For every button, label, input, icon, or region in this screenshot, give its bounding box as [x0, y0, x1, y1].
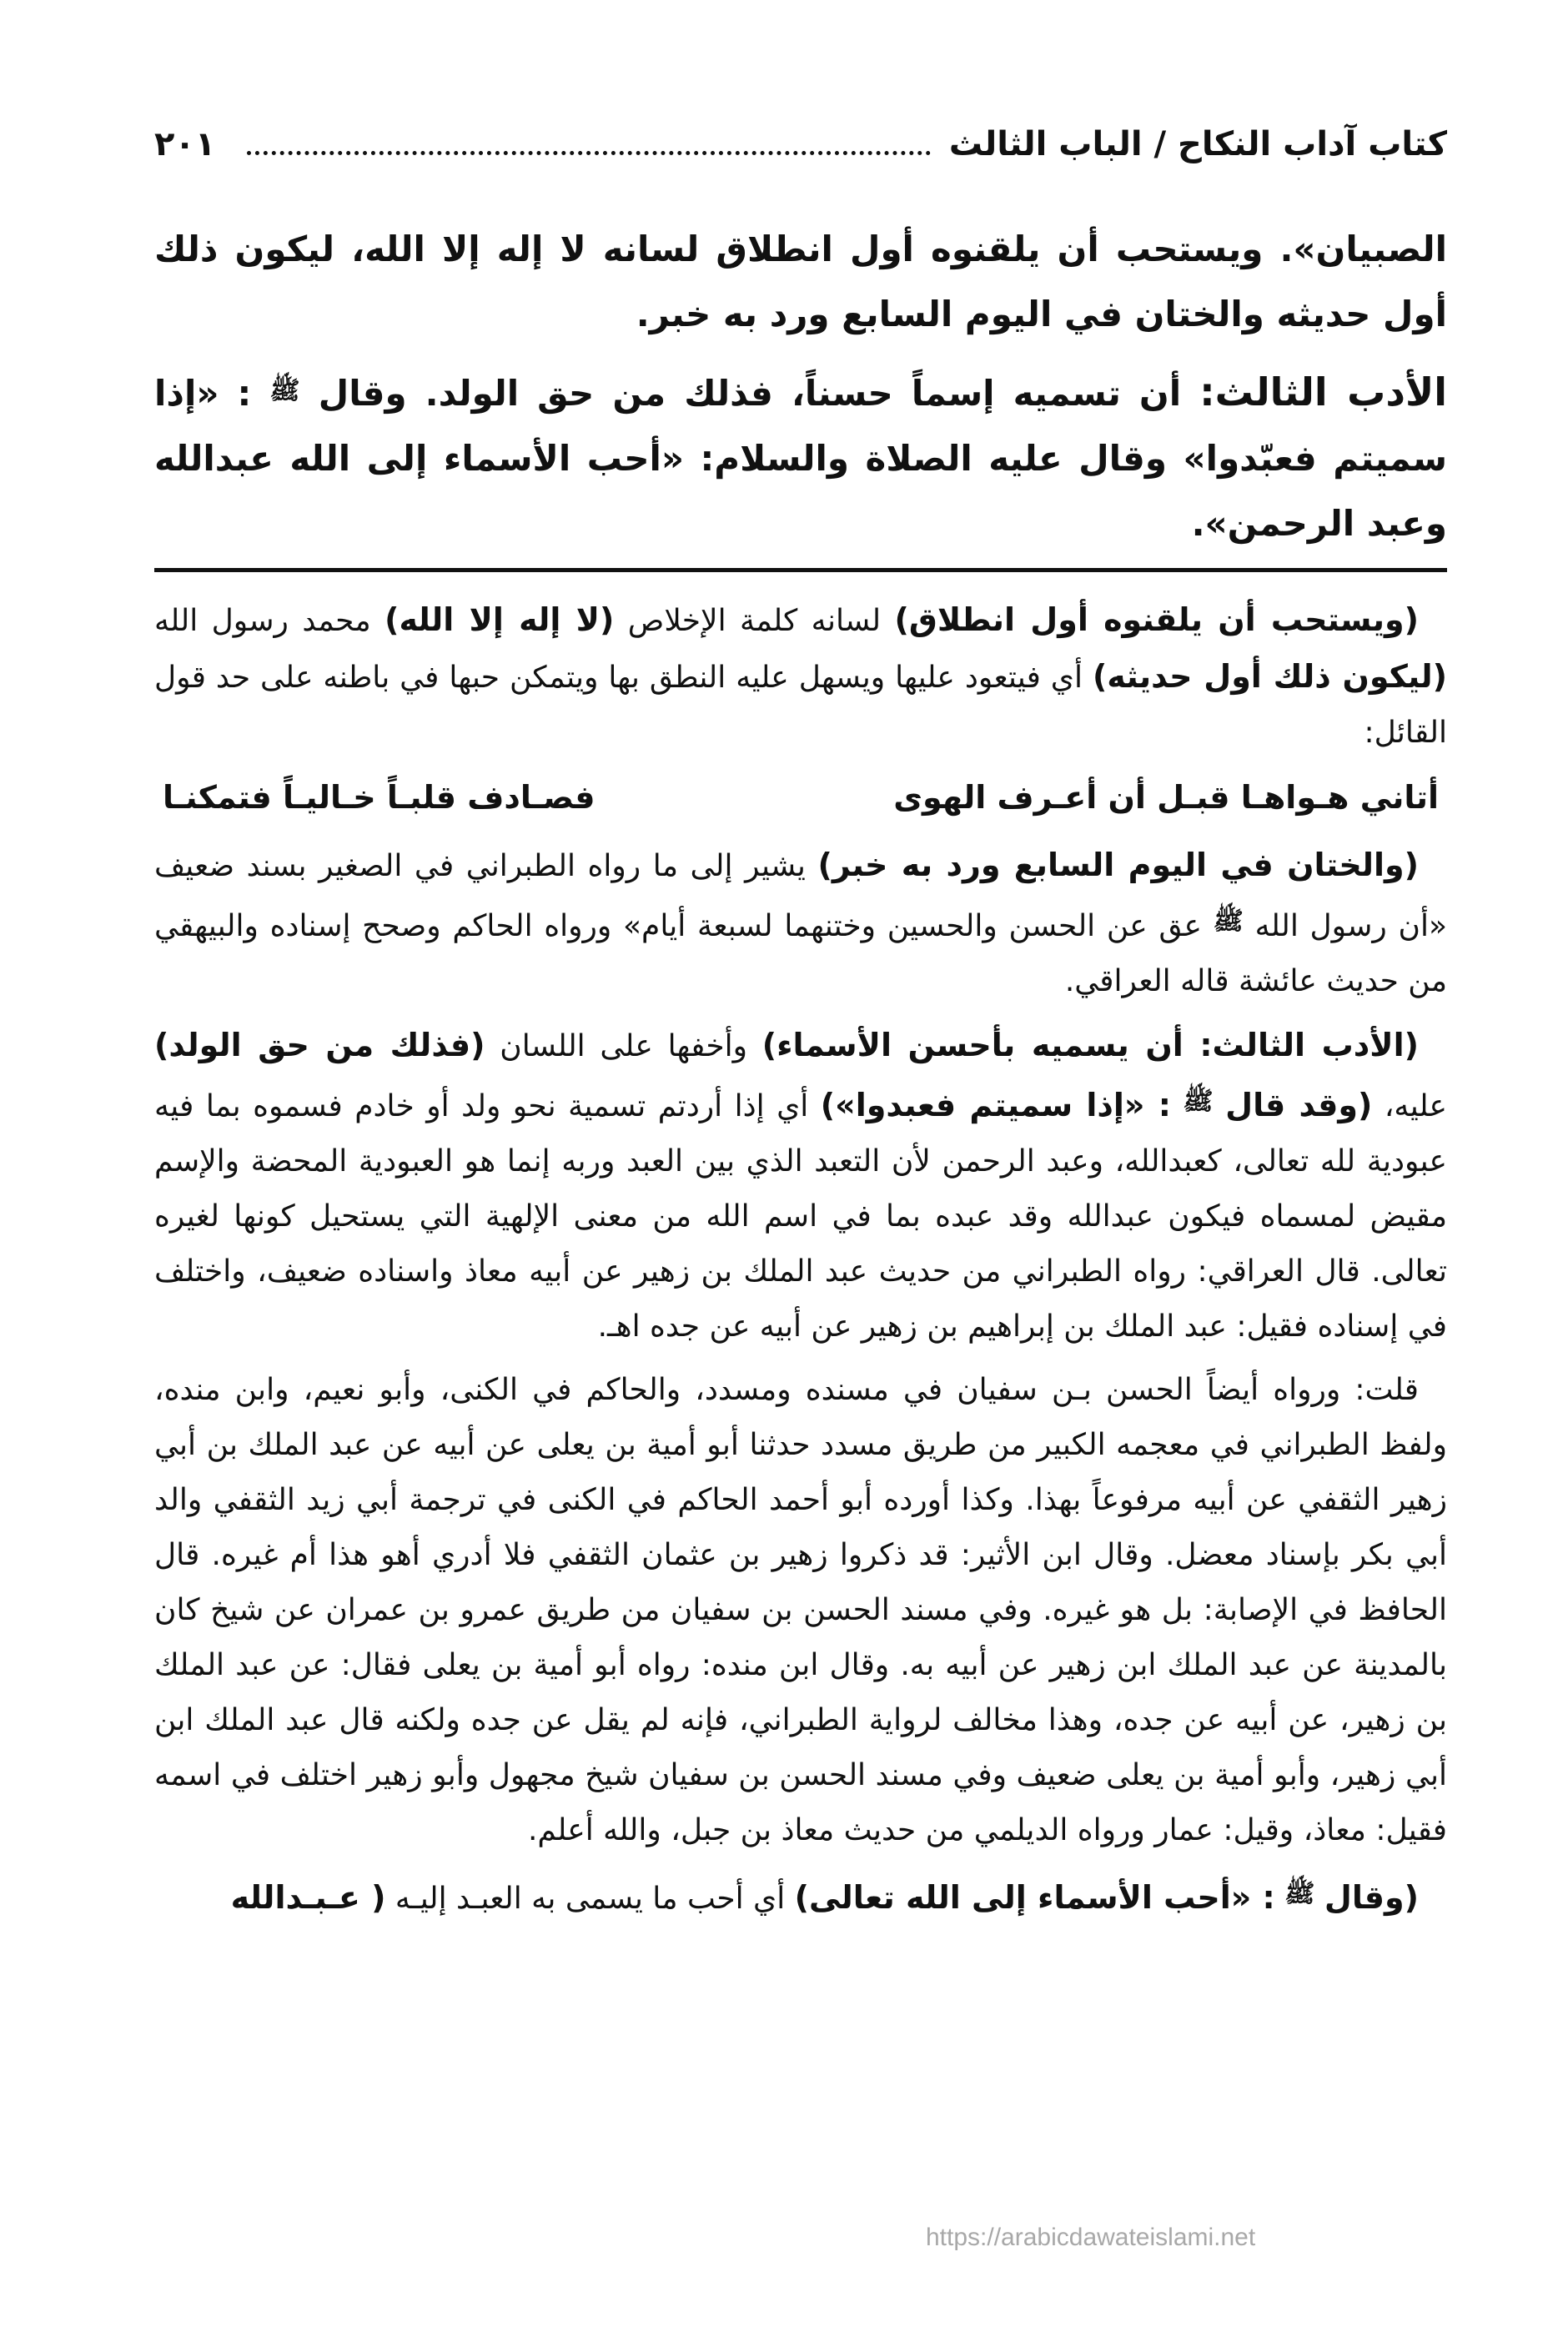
dot-leader — [247, 150, 931, 155]
book-page — [154, 125, 1447, 1935]
quoted-matn: (الأدب الثالث: أن يسميه بأحسن الأسماء) — [761, 1027, 1419, 1063]
main-text — [154, 217, 1447, 556]
quoted-matn: : «أحب الأسماء إلى الله تعالى) — [794, 1879, 1275, 1916]
commentary-paragraph — [154, 1018, 1447, 1354]
quoted-matn: (والختان في اليوم السابع ورد به خبر) — [817, 847, 1419, 883]
chapter-title: كتاب آداب النكاح / الباب الثالث — [948, 125, 1447, 163]
footnote-separator — [154, 568, 1447, 572]
quoted-matn: ( عـبـدالله — [230, 1879, 386, 1916]
commentary-text: عليه، — [1384, 1089, 1447, 1123]
commentary-paragraph — [154, 592, 1447, 761]
commentary-text: أي أحب ما يسمى به العبـد إليـه — [395, 1882, 786, 1916]
quoted-matn: (ويستحب أن يلقنوه أول انطلاق) — [894, 601, 1419, 638]
main-text-span: أن تسميه إسماً حسناً، فذلك من حق الولد. وقال — [318, 373, 1182, 414]
main-paragraph: الصبيان». ويستحب أن يلقنوه أول انطلاق لسانه لا إله إلا الله، ليكون ذلك أول حديثه والختان في اليوم السابع ورد به خبر. — [154, 229, 1447, 334]
page-number: ٢٠١ — [154, 125, 216, 163]
salutation-honorific: ﷺ — [1183, 1087, 1214, 1116]
commentary-paragraph — [154, 837, 1447, 1009]
commentary-text: لسانه كلمة الإخلاص — [627, 604, 882, 638]
commentary-text: عق عن الحسن والحسين وختنهما لسبعة أيام» ورواه الحاكم وصحح إسناده والبيهقي من حديث عائشة قاله العراقي. — [154, 909, 1447, 998]
quoted-matn: (وقد قال — [1225, 1087, 1373, 1123]
commentary — [154, 592, 1447, 1927]
commentary-paragraph: قلت: ورواه أيضاً الحسن بـن سفيان في مسنده ومسدد، والحاكم في الكنى، وأبو نعيم، وابن منده، ولفظ الطبراني في معجمه الكبير من طريق مسدد حدثنا أبو أمية بن يعلى عن أبيه عن عبد الملك بن أبي زهير الثقفي عن أبيه مرفوعاً بهذا. وكذا أورده أبو أحمد الحاكم في الكنى في ترجمة أبي زيد الثقفي والد أبي بكر بإسناد معضل. وقال ابن الأثير: قد ذكروا زهير بن عثمان الثقفي فلا أدري أهو هذا أم غيره. قال الحافظ في الإصابة: بل هو غيره. وفي مسند الحسن بن سفيان من طريق عمرو بن عمران عن شيخ كان بالمدينة عن عبد الملك ابن زهير عن أبيه به. وقال ابن منده: رواه أبو أمية بن يعلى فقال: عن عبد الملك بن زهير، عن أبيه عن جده، وهذا مخالف لرواية الطبراني، فإنه لم يقل عن جده ولكنه قال عبد الملك ابن أبي زهير، وأبو أمية بن يعلى ضعيف وفي مسند الحسن بن سفيان شيخ مجهول وأبو زهير اختلف في اسمه فقيل: معاذ، وقيل: عمار ورواه الديلمي من حديث معاذ بن جبل، والله أعلم. — [154, 1373, 1447, 1847]
quoted-matn: (ليكون ذلك أول حديثه) — [1092, 658, 1447, 695]
commentary-text: محمد رسول الله — [154, 604, 371, 638]
salutation-honorific: ﷺ — [1284, 1879, 1315, 1908]
watermark-url: https://arabicdawateislami.net — [926, 2224, 1256, 2251]
commentary-text: وأخفها على اللسان — [500, 1029, 747, 1063]
quoted-matn: (لا إله إلا الله) — [384, 601, 615, 638]
salutation-honorific: ﷺ — [1213, 907, 1244, 936]
poetry-verse — [163, 769, 1439, 826]
section-lead: الأدب الثالث: — [1199, 369, 1448, 415]
verse-second-hemistich: فصـادف قلبـاً خـاليـاً فتمكنـا — [163, 779, 596, 816]
running-header — [154, 125, 1447, 183]
quoted-matn: (وقال — [1324, 1879, 1419, 1916]
verse-first-hemistich: أتاني هـواهـا قبـل أن أعـرف الهوى — [893, 779, 1439, 816]
commentary-paragraph — [154, 1867, 1447, 1927]
quoted-matn: : «إذا سميتم فعبدوا») — [820, 1087, 1171, 1123]
commentary-text: أي فيتعود عليها ويسهل عليه النطق بها ويتمكن حبها في باطنه على حد قول القائل: — [154, 661, 1447, 750]
salutation-honorific: ﷺ — [269, 376, 300, 405]
main-text-span: : «إذا سميتم فعبّدوا» وقال عليه الصلاة والسلام: «أحب الأسماء إلى الله عبدالله وعبد الرحمن». — [154, 373, 1447, 544]
quoted-matn: (فذلك من حق الولد) — [154, 1027, 485, 1063]
commentary-text: يشير إلى ما رواه الطبراني في الصغير بسند ضعيف «أن رسول الله — [154, 849, 1447, 943]
commentary-text: أي إذا أردتم تسمية نحو ولد أو خادم فسموه بما فيه عبودية لله تعالى، كعبدالله، وعبد الرحمن لأن التعبد الذي بين العبد وربه إنما هو العبودية المحضة والإسم مقيض لمسماه فيكون عبدالله وقد عبده بما في اسم الله من معنى الإلهية التي يستحيل كونها لغيره تعالى. قال العراقي: رواه الطبراني من حديث عبد الملك بن زهير عن أبيه معاذ واسناده ضعيف، واختلف في إسناده فقيل: عبد الملك بن إبراهيم بن زهير عن أبيه عن جده اهـ. — [154, 1089, 1447, 1344]
main-paragraph — [154, 359, 1447, 556]
